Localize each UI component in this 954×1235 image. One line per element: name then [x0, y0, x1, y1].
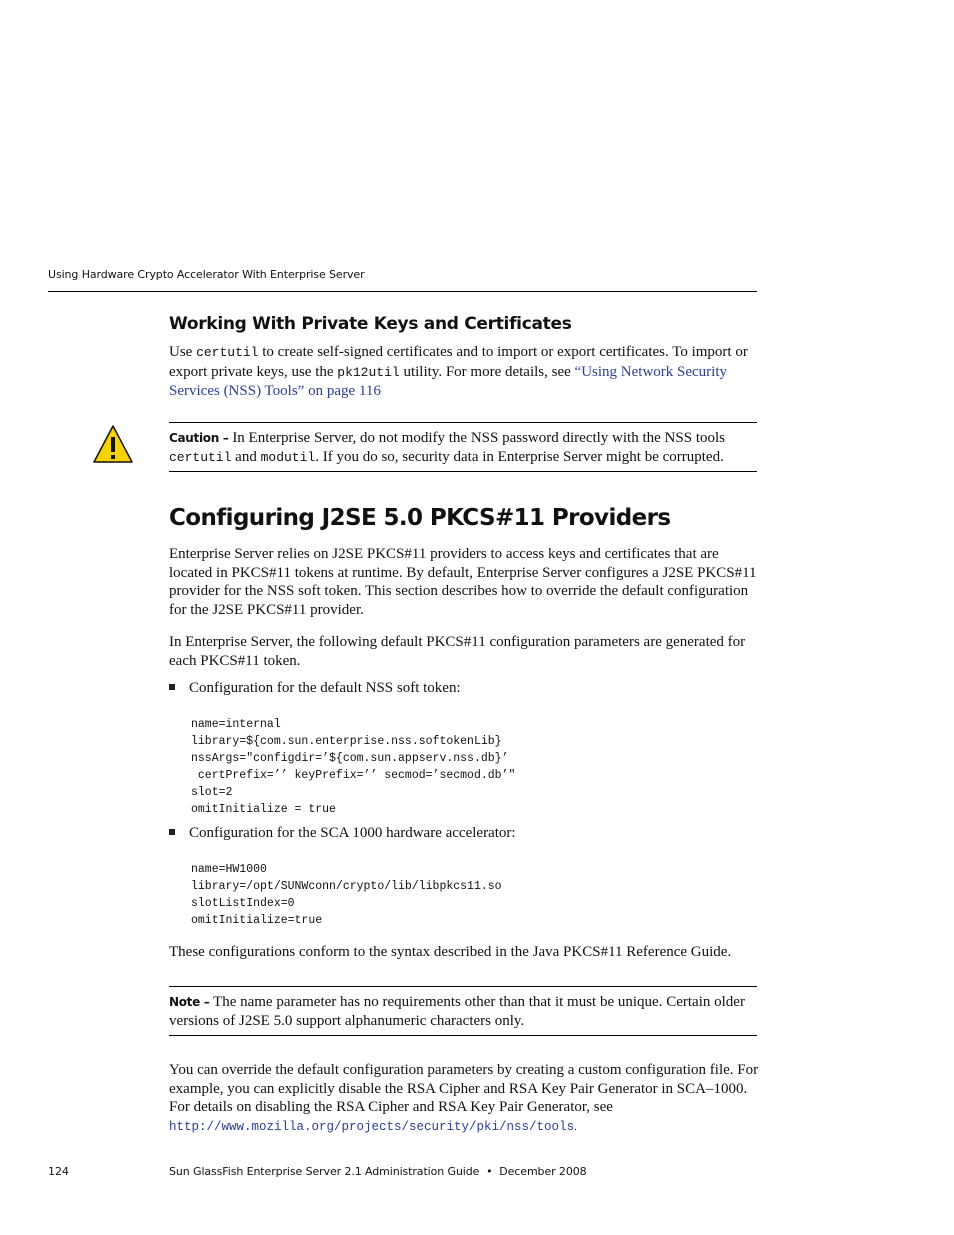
footer-doc-title: Sun GlassFish Enterprise Server 2.1 Administration Guide • December 2008 — [169, 1165, 587, 1178]
section-heading-configuring: Configuring J2SE 5.0 PKCS#11 Providers — [169, 505, 671, 531]
code-block-nss: name=internal library=${com.sun.enterprise.nss.softokenLib} nssArgs="configdir=’${com.sun.appserv.nss.db}’ certPrefix=’’ keyPrefix=’’ secmod=’secmod.db’" slot=2 omitInitialize = true — [191, 718, 516, 816]
text-run: . If you do so, security data in Enterprise Server might be corrupted. — [315, 448, 724, 465]
list-item-text: Configuration for the SCA 1000 hardware accelerator: — [189, 825, 516, 841]
text-run: to create self-signed certificates and to import or export certificates. To import or export private keys, use the — [169, 344, 748, 380]
final-paragraph — [169, 1061, 759, 1136]
text-run: You can override the default configuration parameters by creating a custom configuration file. For example, you can explicitly disable the RSA Cipher and RSA Key Pair Generator in SCA–1000. For details on disabling the RSA Cipher and RSA Key Pair Generator, see — [169, 1062, 759, 1115]
caution-box — [169, 429, 759, 467]
text-run: . — [574, 1120, 577, 1133]
text-run: Use — [169, 344, 197, 360]
list-item — [169, 679, 461, 697]
bullet-square-icon — [169, 829, 175, 835]
config-paragraph-2: In Enterprise Server, the following default PKCS#11 configuration parameters are generated for each PKCS#11 token. — [169, 634, 746, 669]
warning-triangle-icon — [92, 424, 134, 464]
nss-tools-link[interactable]: “Using Network Security Services (NSS) Tools” on page 116 — [169, 363, 728, 399]
note-label: Note – — [169, 995, 210, 1009]
caution-bottom-rule — [169, 471, 757, 472]
mozilla-nss-tools-link[interactable]: http://www.mozilla.org/projects/security/pki/nss/tools — [169, 1119, 575, 1134]
code-block-hw1000: name=HW1000 library=/opt/SUNWconn/crypto/lib/libpkcs11.so slotListIndex=0 omitInitialize=true — [191, 863, 502, 927]
section-heading-private-keys: Working With Private Keys and Certificates — [169, 314, 572, 334]
note-top-rule — [169, 986, 757, 987]
inline-code: modutil — [260, 449, 316, 465]
note-box — [169, 993, 759, 1030]
private-keys-paragraph — [169, 343, 759, 401]
page-number: 124 — [48, 1165, 69, 1178]
inline-code: certutil — [169, 449, 232, 465]
bullet-square-icon — [169, 684, 175, 690]
text-run: and — [231, 448, 261, 465]
inline-code: certutil — [196, 345, 259, 360]
config-paragraph-3: These configurations conform to the syntax described in the Java PKCS#11 Reference Guide. — [169, 944, 732, 960]
text-run: utility. For more details, see — [399, 363, 575, 380]
caution-top-rule — [169, 422, 757, 423]
text-run: The name parameter has no requirements other than that it must be unique. Certain older versions of J2SE 5.0 support alphanumeric characters only. — [169, 994, 745, 1029]
header-rule — [48, 291, 757, 292]
list-item — [169, 824, 516, 842]
inline-code: pk12util — [337, 364, 400, 380]
note-bottom-rule — [169, 1035, 757, 1036]
config-paragraph-1: Enterprise Server relies on J2SE PKCS#11 providers to access keys and certificates that are located in PKCS#11 tokens at runtime. By default, Enterprise Server configures a J2SE PKCS#11 provider for the NSS soft token. This section describes how to override the default configuration for the J2SE PKCS#11 provider. — [169, 546, 757, 618]
caution-label: Caution – — [169, 431, 229, 445]
text-run: In Enterprise Server, do not modify the NSS password directly with the NSS tools — [228, 430, 725, 446]
list-item-text: Configuration for the default NSS soft token: — [189, 680, 461, 696]
running-header: Using Hardware Crypto Accelerator With Enterprise Server — [48, 268, 365, 281]
